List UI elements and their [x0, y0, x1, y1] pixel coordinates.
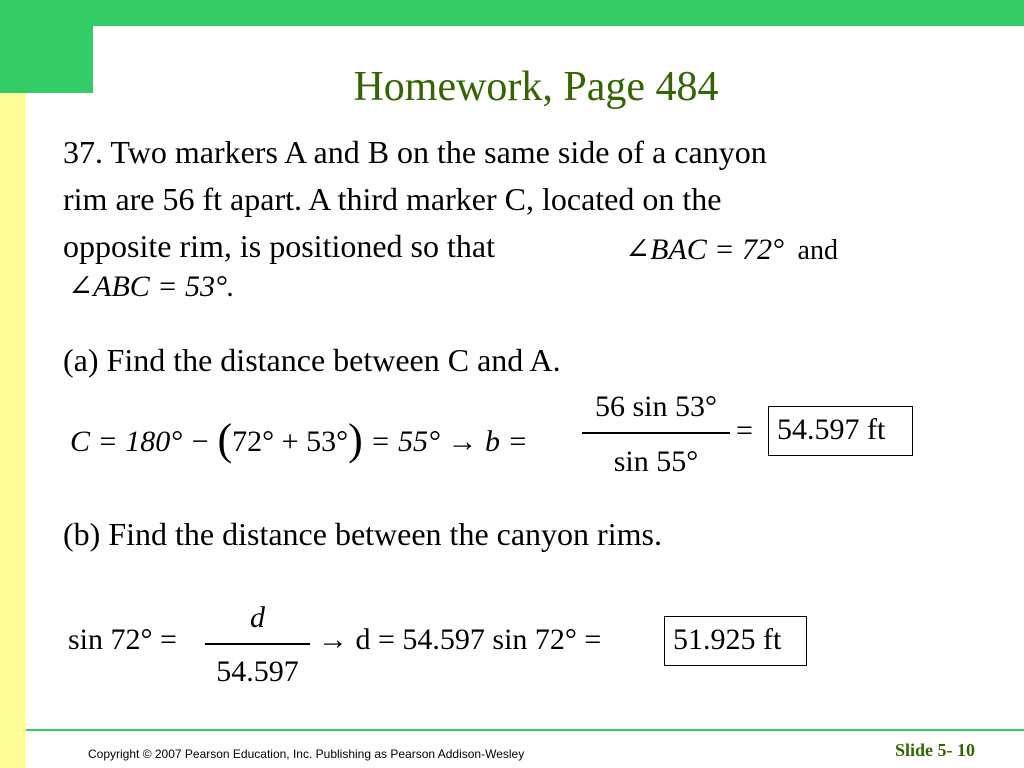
- part-b-lhs: sin 72° =: [68, 623, 177, 656]
- part-a-equals: =: [736, 414, 753, 447]
- paren-content: 72° + 53°: [232, 425, 349, 458]
- footer-divider: [26, 729, 1024, 731]
- part-a-lhs: C = 180° −: [70, 425, 218, 458]
- paren-open: (: [217, 415, 233, 464]
- angle-bac: ∠BAC = 72°: [625, 233, 785, 266]
- part-a-answer-box: 54.597 ft: [768, 406, 913, 456]
- angle-bac-expression: [625, 235, 838, 265]
- part-a-equation-left: [70, 415, 528, 464]
- part-b-question: (b) Find the distance between the canyon rims.: [63, 516, 662, 552]
- part-b-answer-box: 51.925 ft: [664, 616, 807, 666]
- copyright-notice: Copyright © 2007 Pearson Education, Inc. Publishing as Pearson Addison-Wesley: [88, 747, 525, 761]
- part-a-fraction-bar: [582, 432, 730, 434]
- angle-abc-expression: [68, 272, 235, 302]
- part-b-fraction-bar: [205, 643, 310, 645]
- problem-line-3: opposite rim, is positioned so that: [63, 228, 495, 264]
- problem-line-1: 37. Two markers A and B on the same side of a canyon: [63, 134, 767, 170]
- part-b-denominator: 54.597: [216, 655, 299, 688]
- part-a-rhs: = 55° → b =: [362, 425, 528, 458]
- part-a-denominator: sin 55°: [613, 445, 699, 478]
- top-accent-bar: [0, 0, 1024, 26]
- side-accent-strip: [0, 93, 26, 768]
- part-b-numerator: d: [250, 601, 265, 634]
- part-a-numerator: 56 sin 53°: [594, 390, 717, 423]
- paren-close: ): [348, 415, 363, 464]
- and-word: and: [797, 235, 838, 266]
- slide-number: Slide 5- 10: [895, 740, 976, 760]
- part-a-question: (a) Find the distance between C and A.: [63, 342, 561, 378]
- part-b-rhs: → d = 54.597 sin 72° =: [318, 623, 602, 656]
- slide-title: Homework, Page 484: [353, 64, 719, 110]
- angle-abc: ∠ABC = 53°.: [68, 270, 235, 303]
- problem-line-2: rim are 56 ft apart. A third marker C, located on the: [63, 181, 722, 217]
